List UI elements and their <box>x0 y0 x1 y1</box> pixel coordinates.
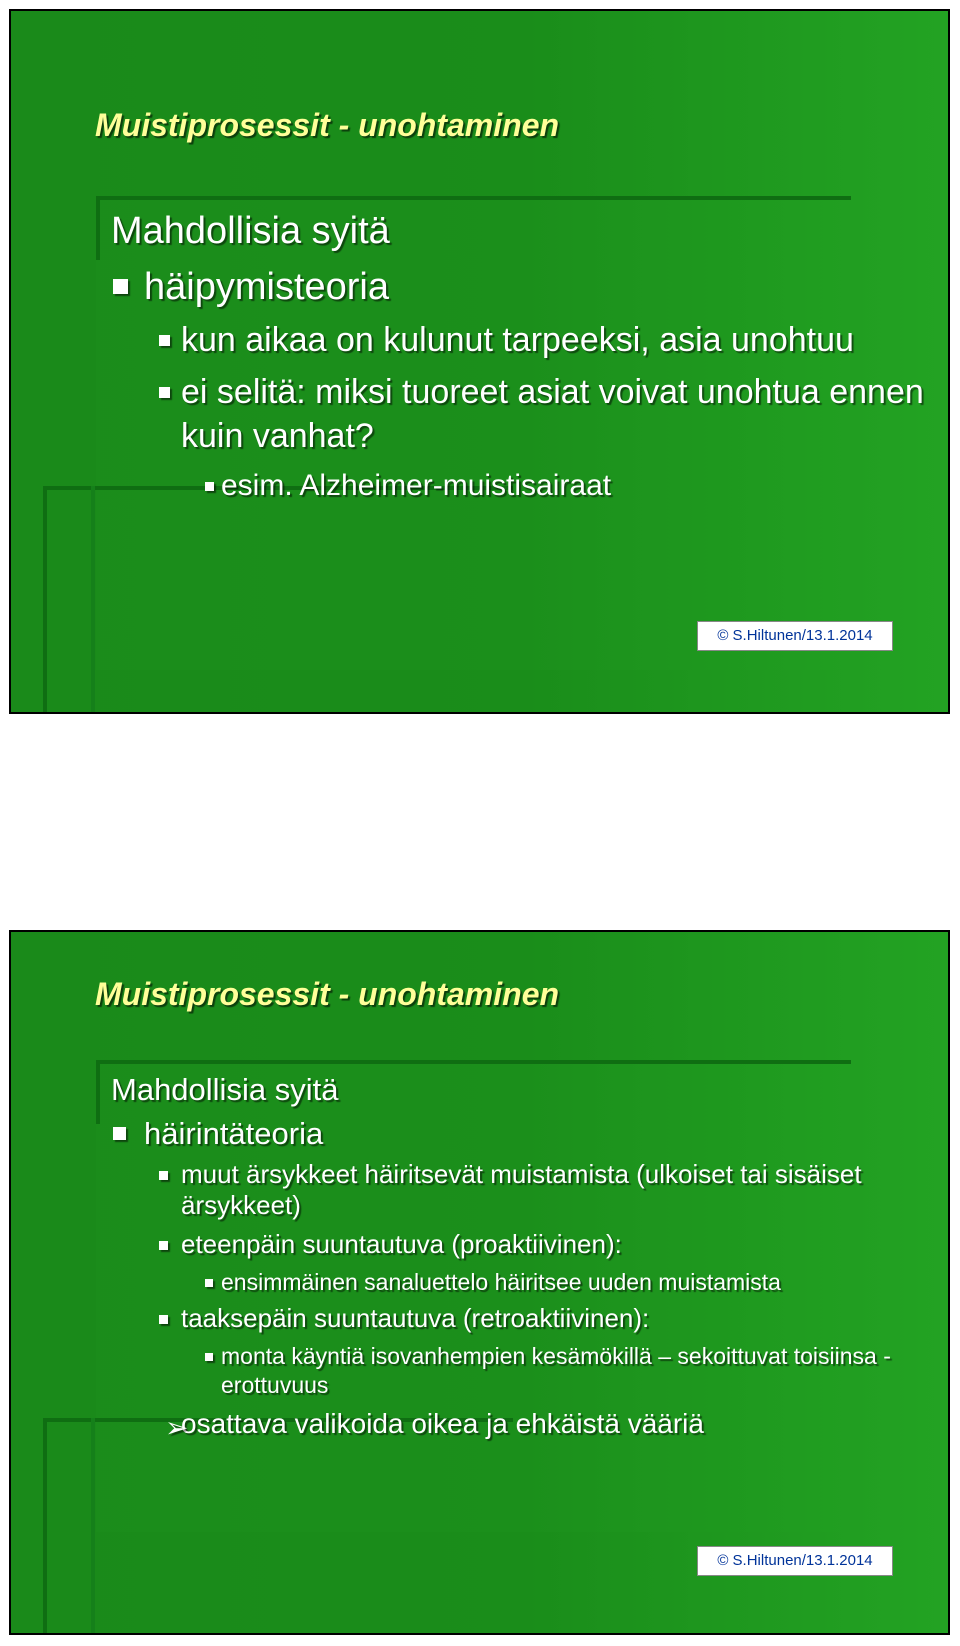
bullet-level-3 <box>107 1268 927 1297</box>
square-bullet-icon <box>113 279 128 294</box>
arrow-bullet-item <box>107 1406 927 1442</box>
square-bullet-icon <box>205 482 214 491</box>
bullet-level-3 <box>107 1342 927 1400</box>
bullet-level-2 <box>107 370 927 458</box>
bullet-text: muut ärsykkeet häiritsevät muistamista (ulkoiset tai sisäiset ärsykkeet) <box>181 1159 862 1220</box>
bullet-text: esim. Alzheimer-muistisairaat <box>221 469 612 502</box>
decorative-rule-vertical <box>91 486 95 714</box>
bullet-text: taaksepäin suuntautuva (retroaktiivinen): <box>181 1303 650 1333</box>
bullet-text: ensimmäinen sanaluettelo häiritsee uuden muistamista <box>221 1269 781 1295</box>
bullet-text: kun aikaa on kulunut tarpeeksi, asia unohtuu <box>181 321 854 359</box>
copyright-footer: © S.Hiltunen/13.1.2014 <box>697 621 893 651</box>
bullet-text: häipymisteoria <box>144 266 389 308</box>
arrow-bullet-icon: ➢ <box>165 1412 189 1443</box>
square-bullet-icon <box>159 387 170 398</box>
bullet-level-3 <box>107 466 927 506</box>
square-bullet-icon <box>205 1279 213 1287</box>
bullet-text: osattava valikoida oikea ja ehkäistä vääriä <box>181 1408 704 1439</box>
bullet-level-2 <box>107 1303 927 1334</box>
slide-1 <box>9 9 950 714</box>
bullet-text: monta käyntiä isovanhempien kesämökillä – sekoittuvat toisiinsa - erottuvuus <box>221 1343 891 1398</box>
bullet-level-2 <box>107 318 927 362</box>
bullet-level-2 <box>107 1229 927 1260</box>
decorative-rule-top <box>96 196 851 200</box>
decorative-rule-top <box>96 1060 851 1064</box>
bullet-level-2 <box>107 1159 927 1221</box>
square-bullet-icon <box>159 1315 168 1324</box>
bullet-text: häirintäteoria <box>144 1116 324 1151</box>
bullet-level-1 <box>107 264 927 310</box>
bullet-text: ei selitä: miksi tuoreet asiat voivat unohtua ennen kuin vanhat? <box>181 373 924 455</box>
bullet-level-1 <box>107 1115 927 1153</box>
square-bullet-icon <box>159 335 170 346</box>
square-bullet-icon <box>159 1241 168 1250</box>
slide-2 <box>9 930 950 1635</box>
copyright-footer: © S.Hiltunen/13.1.2014 <box>697 1546 893 1576</box>
slide-content <box>107 1071 927 1450</box>
square-bullet-icon <box>113 1127 126 1140</box>
slide-heading: Mahdollisia syitä <box>111 1072 339 1107</box>
bullet-text: eteenpäin suuntautuva (proaktiivinen): <box>181 1229 622 1259</box>
slide-content <box>107 208 927 514</box>
slide-title: Muistiprosessit - unohtaminen <box>95 107 560 143</box>
square-bullet-icon <box>159 1171 168 1180</box>
decorative-rule-vertical <box>91 1418 95 1635</box>
slide-heading: Mahdollisia syitä <box>111 210 390 252</box>
square-bullet-icon <box>205 1353 213 1361</box>
slide-title: Muistiprosessit - unohtaminen <box>95 976 560 1012</box>
